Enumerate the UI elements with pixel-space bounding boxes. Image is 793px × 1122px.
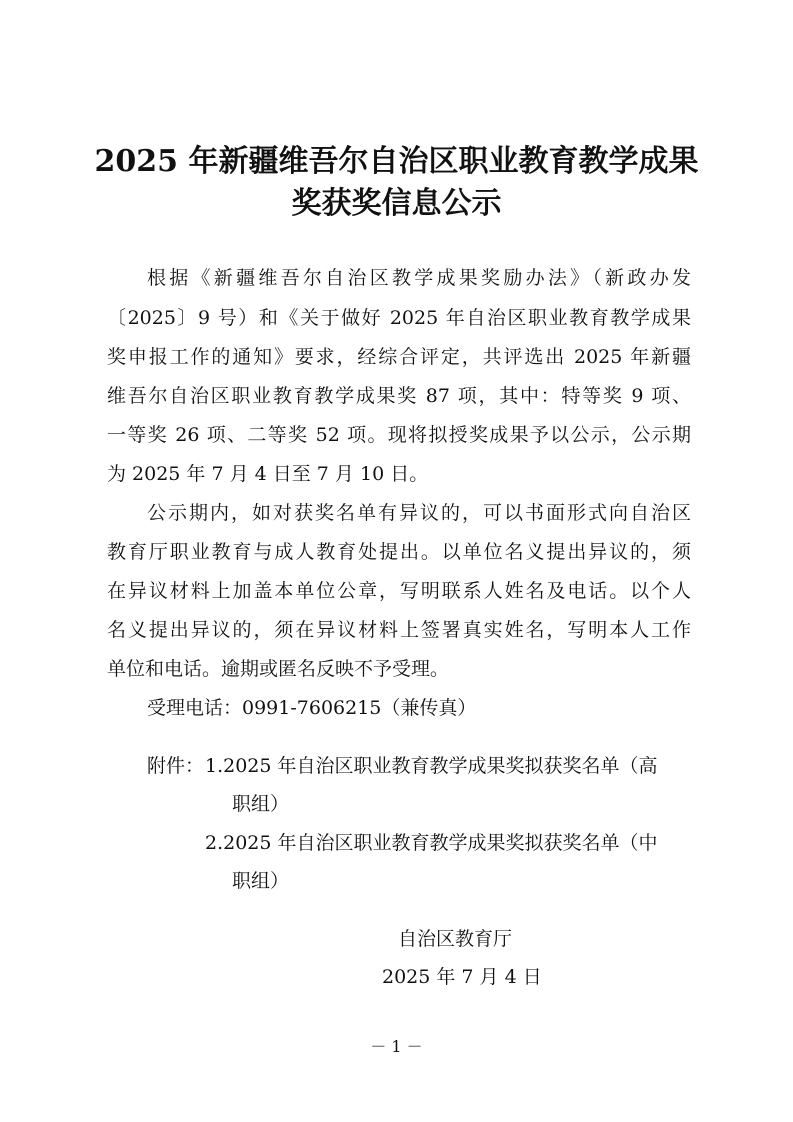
- paragraph-2-line-4: 名义提出异议的，须在异议材料上签署真实姓名，写明本人工作: [107, 619, 691, 641]
- paragraph-2-line-5: 单位和电话。逾期或匿名反映不予受理。: [107, 658, 450, 680]
- issuer-name: 自治区教育厅: [398, 928, 513, 950]
- paragraph-1-line-5: 一等奖 26 项、二等奖 52 项。现将拟授奖成果予以公示，公示期: [107, 424, 691, 446]
- title-line-1: 2025 年新疆维吾尔自治区职业教育教学成果: [94, 144, 699, 179]
- attachments-label: 附件：: [147, 755, 205, 777]
- attachment-2-line-2: 职组）: [232, 870, 290, 892]
- paragraph-1-line-1: 根据《新疆维吾尔自治区教学成果奖励办法》（新政办发: [147, 267, 691, 289]
- page-number: － 1 －: [370, 1037, 423, 1056]
- paragraph-1-line-4: 维吾尔自治区职业教育教学成果奖 87 项，其中：特等奖 9 项、: [107, 385, 691, 407]
- issue-date: 2025 年 7 月 4 日: [382, 966, 542, 988]
- paragraph-2-line-2: 教育厅职业教育与成人教育处提出。以单位名义提出异议的，须: [107, 541, 691, 563]
- paragraph-2-line-1: 公示期内，如对获奖名单有异议的，可以书面形式向自治区: [147, 502, 691, 524]
- title-line-2: 奖获奖信息公示: [291, 186, 502, 221]
- paragraph-2-line-3: 在异议材料上加盖本单位公章，写明联系人姓名及电话。以个人: [107, 580, 691, 602]
- attachment-1-line-2: 职组）: [232, 793, 290, 815]
- attachment-2-line-1: 2.2025 年自治区职业教育教学成果奖拟获奖名单（中: [205, 832, 658, 854]
- attachment-1-line-1: 1.2025 年自治区职业教育教学成果奖拟获奖名单（高: [205, 755, 658, 777]
- paragraph-1-line-2: 〔2025〕9 号）和《关于做好 2025 年自治区职业教育教学成果: [107, 307, 691, 329]
- contact-phone-line: 受理电话：0991-7606215（兼传真）: [147, 697, 477, 719]
- paragraph-1-line-3: 奖申报工作的通知》要求，经综合评定，共评选出 2025 年新疆: [107, 346, 691, 368]
- paragraph-1-line-6: 为 2025 年 7 月 4 日至 7 月 10 日。: [107, 463, 429, 485]
